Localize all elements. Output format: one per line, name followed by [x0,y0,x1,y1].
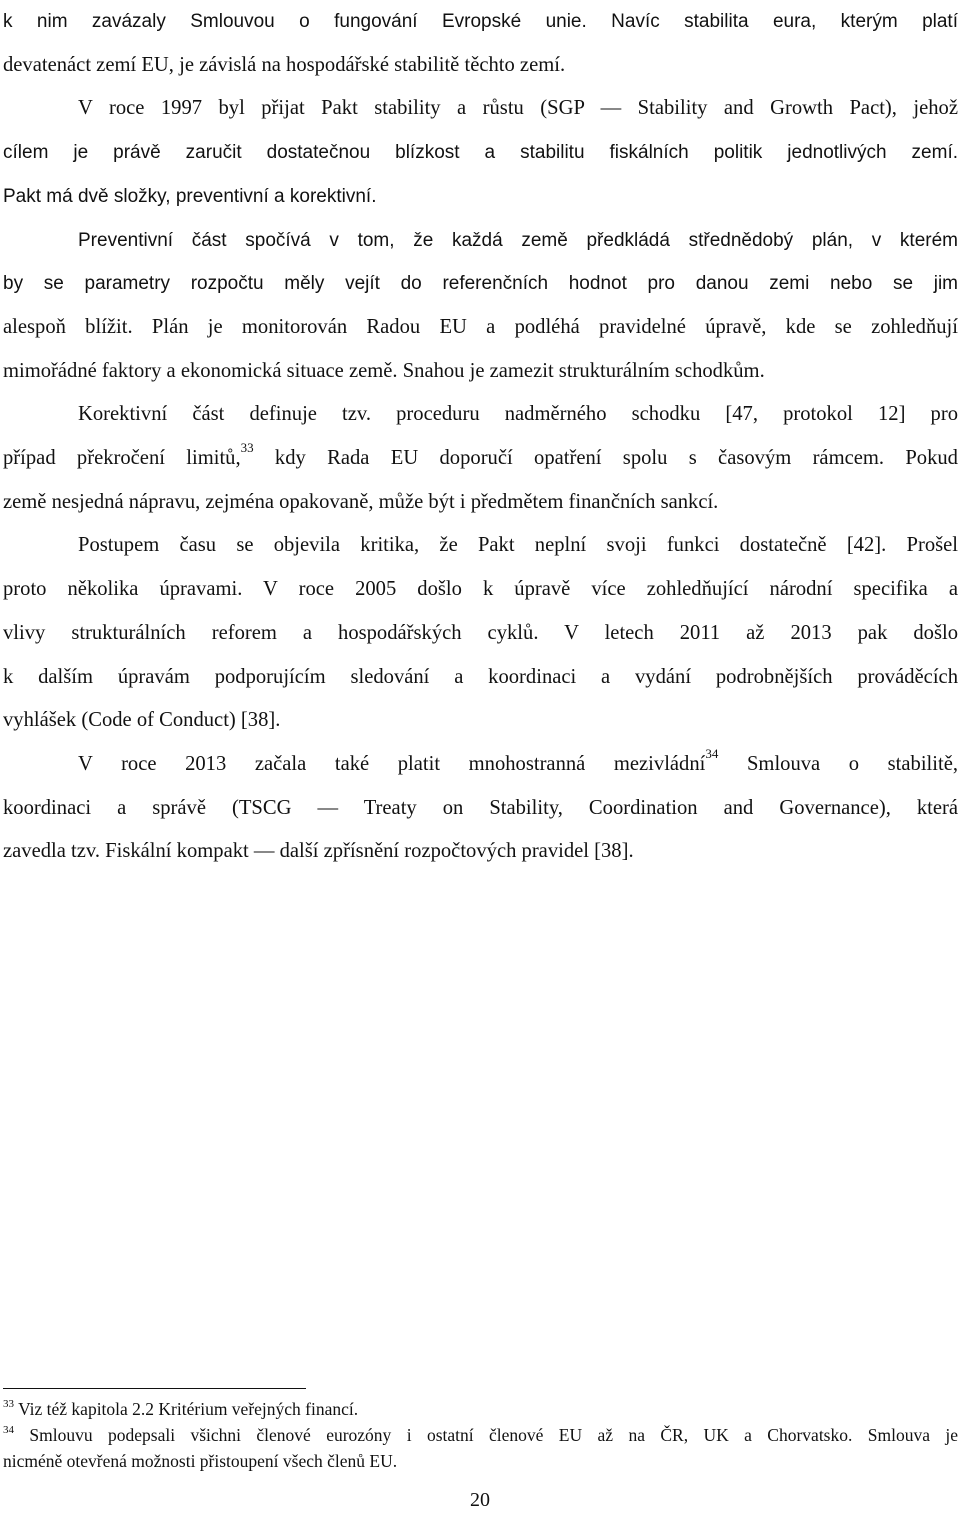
paragraph-6 [3,743,958,874]
text-line: devatenáct zemí EU, je závislá na hospodářské stabilitě těchto zemí. [3,53,566,76]
paragraph-2 [3,87,958,218]
text-line-with-footnote [3,437,958,481]
footnote-ref-34[interactable]: 34 [705,745,719,761]
text-fragment: V roce 2013 začala také platit mnohostranná mezivládní [78,752,706,775]
text-line: vlivy strukturálních reforem a hospodářských cyklů. V letech 2011 až 2013 pak došlo [3,621,958,644]
text-line: zavedla tzv. Fiskální kompakt — další zpřísnění rozpočtových pravidel [38]. [3,840,634,863]
page-number: 20 [470,1489,490,1511]
paragraph-3 [3,219,958,394]
body-text [3,0,958,874]
text-line: koordinaci a správě (TSCG — Treaty on Stability, Coordination and Governance), která [3,796,958,819]
paragraph-5 [3,524,958,743]
footnote-text: Smlouvu podepsali všichni členové eurozóny i ostatní členové EU až na ČR, UK a Chorvatsko. Smlouva je [29,1425,958,1445]
text-line: k dalším úpravám podporujícím sledování a koordinaci a vydání podrobnějších prováděcích [3,665,958,688]
paragraph-1 [3,0,958,87]
text-line: alespoň blížit. Plán je monitorován Radou EU a podléhá pravidelné úpravě, kde se zohledňují [3,315,958,338]
text-line: vyhlášek (Code of Conduct) [38]. [3,709,281,732]
text-line: Korektivní část definuje tzv. proceduru nadměrného schodku [47, protokol 12] pro [78,403,958,426]
text-line: mimořádné faktory a ekonomická situace země. Snahou je zamezit strukturálním schodkům. [3,359,765,382]
text-fragment: případ překročení limitů, [3,447,241,470]
text-fragment: Smlouva o stabilitě, [718,752,958,775]
footnote-number: 34 [3,1424,14,1436]
text-line: proto několika úpravami. V roce 2005 došlo k úpravě více zohledňující národní specifika a [3,578,958,601]
footnote-number: 33 [3,1398,14,1410]
text-line: by se parametry rozpočtu měly vejít do referenčních hodnot pro danou zemi nebo se jim [3,273,958,295]
text-line: V roce 1997 byl přijat Pakt stability a růstu (SGP — Stability and Growth Pact), jehož [78,97,958,120]
text-line: Preventivní část spočívá v tom, že každá země předkládá střednědobý plán, v kterém [78,229,958,251]
paragraph-4 [3,393,958,524]
footnote-line: nicméně otevřená možnosti přistoupení všech členů EU. [3,1451,398,1471]
footnote-ref-33[interactable]: 33 [240,440,254,456]
footnotes [3,1396,958,1474]
footnote-line [3,1396,958,1422]
text-line: cílem je právě zaručit dostatečnou blízkost a stabilitu fiskálních politik jednotlivých zemí. [3,142,958,164]
text-line: k nim zavázaly Smlouvou o fungování Evropské unie. Navíc stabilita eura, kterým platí [3,11,958,32]
text-line: Pakt má dvě složky, preventivní a korektivní. [3,185,377,207]
text-line: země nesjedná nápravu, zejména opakovaně, může být i předmětem finančních sankcí. [3,490,719,513]
footnote-line [3,1422,958,1448]
footnote-text: Viz též kapitola 2.2 Kritérium veřejných financí. [18,1399,359,1419]
footnote-separator [3,1388,306,1389]
text-line-with-footnote [3,743,958,787]
footnote-34 [3,1422,958,1474]
text-fragment: kdy Rada EU doporučí opatření spolu s časovým rámcem. Pokud [253,447,958,470]
footnote-33 [3,1396,958,1422]
text-line: Postupem času se objevila kritika, že Pakt neplní svoji funkci dostatečně [42]. Prošel [78,534,958,557]
